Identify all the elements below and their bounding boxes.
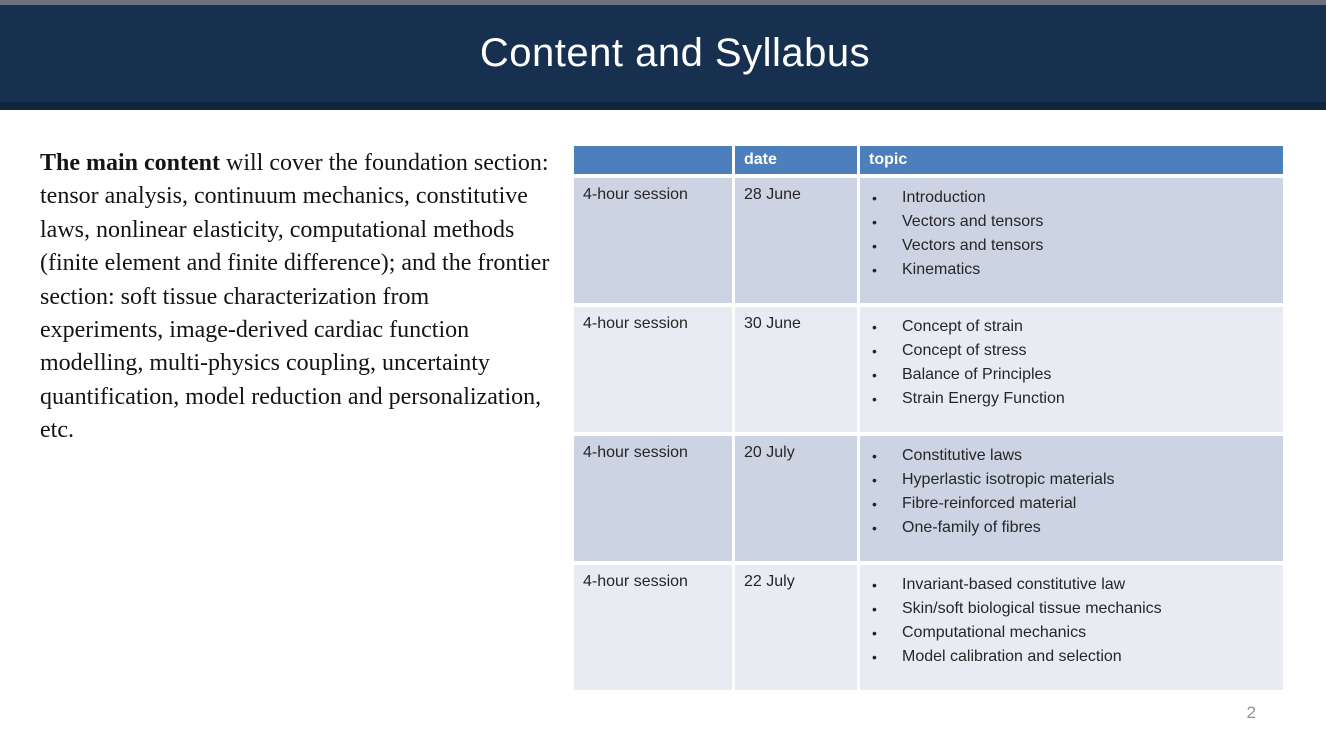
- bullet-icon: •: [872, 496, 877, 512]
- date-cell: 22 July: [735, 565, 857, 690]
- topic-item: [872, 258, 1283, 282]
- topic-item: [872, 210, 1283, 234]
- topic-item: [872, 387, 1283, 411]
- session-cell: 4-hour session: [574, 307, 732, 432]
- bullet-icon: •: [872, 577, 877, 593]
- topic-text: One-family of fibres: [902, 519, 1041, 536]
- bullet-icon: •: [872, 238, 877, 254]
- topic-text: Hyperlastic isotropic materials: [902, 471, 1115, 488]
- topic-item: [872, 573, 1283, 597]
- topic-text: Concept of stress: [902, 342, 1027, 359]
- table-header-row: [574, 146, 1283, 174]
- bullet-icon: •: [872, 262, 877, 278]
- topic-item: [872, 597, 1283, 621]
- table-row: [574, 307, 1283, 432]
- topic-cell: [860, 436, 1283, 561]
- date-cell: 28 June: [735, 178, 857, 303]
- table-row: [574, 436, 1283, 561]
- topic-list: [869, 444, 1283, 540]
- bullet-icon: •: [872, 343, 877, 359]
- topic-item: [872, 516, 1283, 540]
- topic-cell: [860, 178, 1283, 303]
- topic-item: [872, 339, 1283, 363]
- topic-item: [872, 444, 1283, 468]
- intro-paragraph: [40, 147, 556, 448]
- syllabus-table: [574, 146, 1283, 690]
- table-row: [574, 178, 1283, 303]
- topic-item: [872, 186, 1283, 210]
- bullet-icon: •: [872, 190, 877, 206]
- topic-text: Balance of Principles: [902, 366, 1052, 383]
- date-cell: 30 June: [735, 307, 857, 432]
- table-row: [574, 565, 1283, 690]
- bullet-icon: •: [872, 214, 877, 230]
- topic-list: [869, 573, 1283, 669]
- topic-text: Computational mechanics: [902, 624, 1087, 641]
- header-cell-date: date: [735, 146, 857, 174]
- bullet-icon: •: [872, 625, 877, 641]
- topic-list: [869, 186, 1283, 282]
- bullet-icon: •: [872, 649, 877, 665]
- page-title: Content and Syllabus: [479, 31, 871, 75]
- bullet-icon: •: [872, 520, 877, 536]
- header-cell-topic: topic: [860, 146, 1283, 174]
- session-cell: 4-hour session: [574, 436, 732, 561]
- topic-text: Model calibration and selection: [902, 648, 1122, 665]
- title-banner: [0, 5, 1326, 110]
- session-cell: 4-hour session: [574, 565, 732, 690]
- topic-cell: [860, 307, 1283, 432]
- table-body: [574, 178, 1283, 690]
- bullet-icon: •: [872, 472, 877, 488]
- session-cell: 4-hour session: [574, 178, 732, 303]
- topic-item: [872, 234, 1283, 258]
- topic-text: Invariant-based constitutive law: [902, 576, 1126, 593]
- topic-list: [869, 315, 1283, 411]
- bullet-icon: •: [872, 601, 877, 617]
- topic-item: [872, 621, 1283, 645]
- topic-text: Constitutive laws: [902, 447, 1023, 464]
- topic-text: Fibre-reinforced material: [902, 495, 1077, 512]
- intro-body-text: will cover the foundation section: tensor analysis, continuum mechanics, constitutive laws, nonlinear elasticity, computational methods (finite element and finite difference); and the frontier section: soft tissue characterization from experiments, image-derived cardiac function modelling, multi-physics coupling, uncertainty quantification, model reduction and personalization, etc.: [40, 150, 550, 444]
- topic-text: Kinematics: [902, 261, 981, 278]
- intro-lead-text: The main content: [40, 150, 220, 176]
- bullet-icon: •: [872, 391, 877, 407]
- page-number: 2: [1246, 703, 1256, 722]
- topic-item: [872, 645, 1283, 669]
- topic-text: Strain Energy Function: [902, 390, 1065, 407]
- topic-item: [872, 315, 1283, 339]
- bullet-icon: •: [872, 319, 877, 335]
- bullet-icon: •: [872, 448, 877, 464]
- date-cell: 20 July: [735, 436, 857, 561]
- topic-text: Vectors and tensors: [902, 237, 1044, 254]
- topic-text: Introduction: [902, 189, 986, 206]
- topic-item: [872, 468, 1283, 492]
- topic-item: [872, 363, 1283, 387]
- topic-text: Skin/soft biological tissue mechanics: [902, 600, 1162, 617]
- header-cell-session: [574, 146, 732, 174]
- bullet-icon: •: [872, 367, 877, 383]
- topic-text: Concept of strain: [902, 318, 1023, 335]
- topic-cell: [860, 565, 1283, 690]
- topic-item: [872, 492, 1283, 516]
- topic-text: Vectors and tensors: [902, 213, 1044, 230]
